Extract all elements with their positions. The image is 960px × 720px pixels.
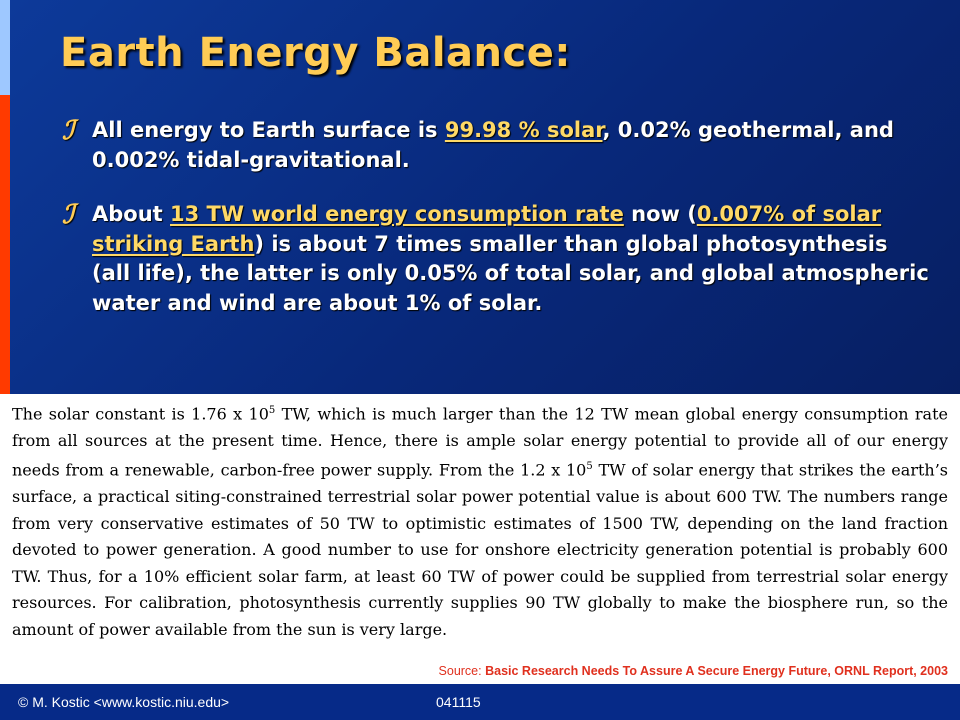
quoted-excerpt <box>0 394 960 684</box>
bullet-icon: ℐ <box>62 200 75 230</box>
footer-author: © M. Kostic <www.kostic.niu.edu> <box>18 694 230 710</box>
quote-superscript-2: 5 <box>586 461 593 473</box>
bullet2-highlight-consumption: 13 TW world energy consumption rate <box>170 202 624 226</box>
quote-part-2: TW, which is much larger than the 12 TW mean global energy consumption rate from all sources at the present time. Hence, there is ample solar energy potential to provide all of our energy needs from a renewable, carbon-free power supply. From the 1.2 x 10 <box>12 404 948 480</box>
bullet1-highlight: 99.98 % solar <box>444 118 603 142</box>
bullet2-highlight-percent: 0.007% of solar striking Earth <box>92 202 882 256</box>
footer-bar <box>0 684 960 720</box>
bullet1-text-end: , 0.02% geothermal, and 0.002% tidal-gravitational. <box>92 118 894 172</box>
slide-title: Earth Energy Balance: <box>60 30 571 76</box>
source-text: Basic Research Needs To Assure A Secure Energy Future, ORNL Report, 2003 <box>485 664 948 678</box>
bullet-solar-share <box>62 116 932 175</box>
bullet2-text-mid: now ( <box>623 202 697 226</box>
source-citation <box>439 664 948 678</box>
quote-paragraph <box>12 398 948 643</box>
bullet-consumption <box>62 200 932 318</box>
bullet-icon: ℐ <box>62 116 75 146</box>
side-stripe-lightblue <box>0 0 10 95</box>
quote-part-1: The solar constant is 1.76 x 10 <box>12 404 269 424</box>
bullet1-text-start: All energy to Earth surface is <box>92 118 445 142</box>
quote-superscript-1: 5 <box>268 405 276 416</box>
quote-part-3: TW of solar energy that strikes the earth’s surface, a practical siting-constrained terrestrial solar power potential value is about 600 TW. The numbers range from very conservative estimates of 50 TW to optimistic estimates of 1500 TW, depending on the land fraction devoted to power generation. A good number to use for onshore electricity generation potential is probably 600 TW. Thus, for a 10% efficient solar farm, at least 60 TW of power could be supplied from terrestrial solar energy resources. For calibration, photosynthesis currently supplies 90 TW globally to make the biosphere run, so the amount of power available from the sun is very large. <box>12 460 948 639</box>
footer-date: 041115 <box>436 694 481 710</box>
source-label: Source: <box>438 664 486 678</box>
bullet2-text-start: About <box>92 202 171 226</box>
bullet2-text-end: ) is about 7 times smaller than global photosynthesis (all life), the latter is only 0.05% of total solar, and global atmospheric water and wind are about 1% of solar. <box>92 231 929 315</box>
